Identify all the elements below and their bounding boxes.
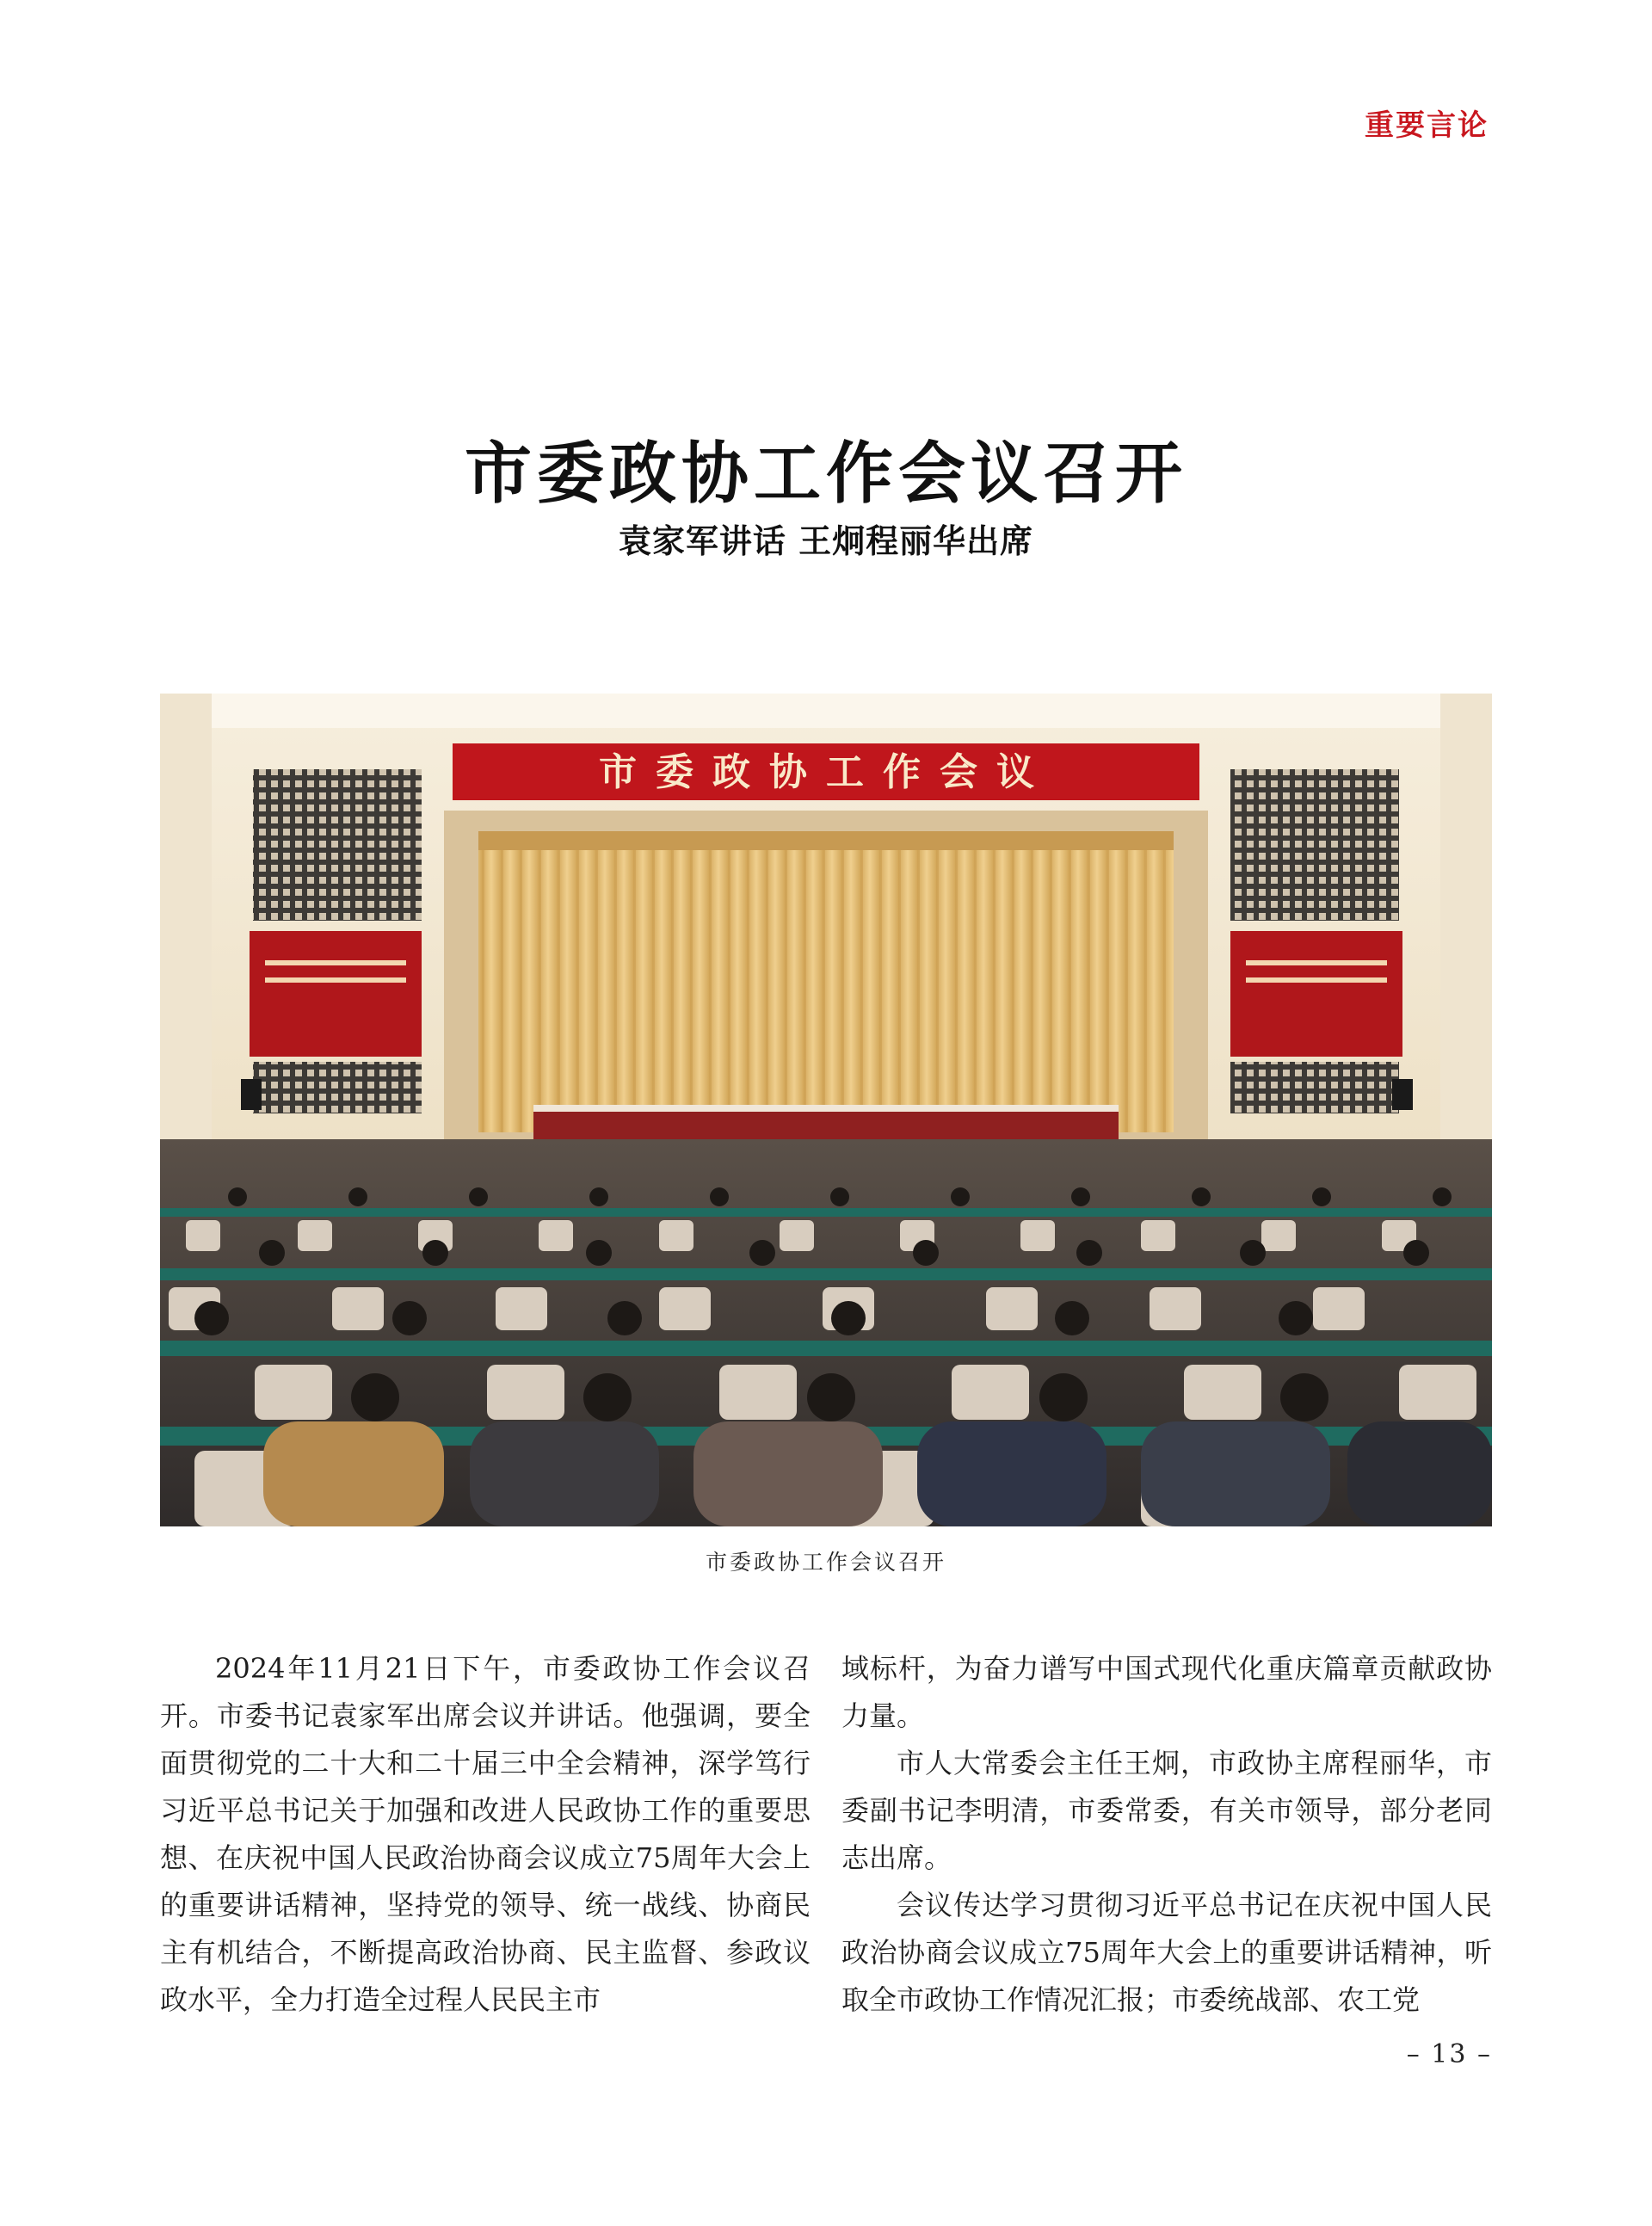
conference-photo	[160, 694, 1492, 1526]
article-subtitle: 袁家军讲话 王炯程丽华出席	[618, 522, 1034, 560]
article-title: 市委政协工作会议召开	[464, 435, 1187, 513]
photo-caption: 市委政协工作会议召开	[705, 1550, 946, 1575]
paragraph: 市人大常委会主任王炯，市政协主席程丽华，市委副书记李明清，市委常委，有关市领导，部分老同志出席。	[841, 1747, 1492, 1874]
paragraph: 域标杆，为奋力谱写中国式现代化重庆篇章贡献政协力量。	[841, 1652, 1492, 1732]
body-column-left	[160, 1645, 811, 2024]
paragraph: 会议传达学习贯彻习近平总书记在庆祝中国人民政治协商会议成立75周年大会上的重要讲话精神，听取全市政协工作情况汇报；市委统战部、农工党	[841, 1889, 1492, 2016]
paragraph: 2024年11月21日下午，市委政协工作会议召开。市委书记袁家军出席会议并讲话。他强调，要全面贯彻党的二十大和二十届三中全会精神，深学笃行习近平总书记关于加强和改进人民政协工作的重要思想、在庆祝中国人民政治协商会议成立75周年大会上的重要讲话精神，坚持党的领导、统一战线、协商民主有机结合，不断提高政治协商、民主监督、参政议政水平，全力打造全过程人民民主市	[160, 1652, 811, 2016]
page-number: – 13 –	[1406, 2039, 1492, 2069]
body-column-right	[841, 1645, 1492, 2024]
section-tag: 重要言论	[1365, 108, 1489, 143]
banner-text: 市委政协工作会议	[599, 750, 1053, 794]
